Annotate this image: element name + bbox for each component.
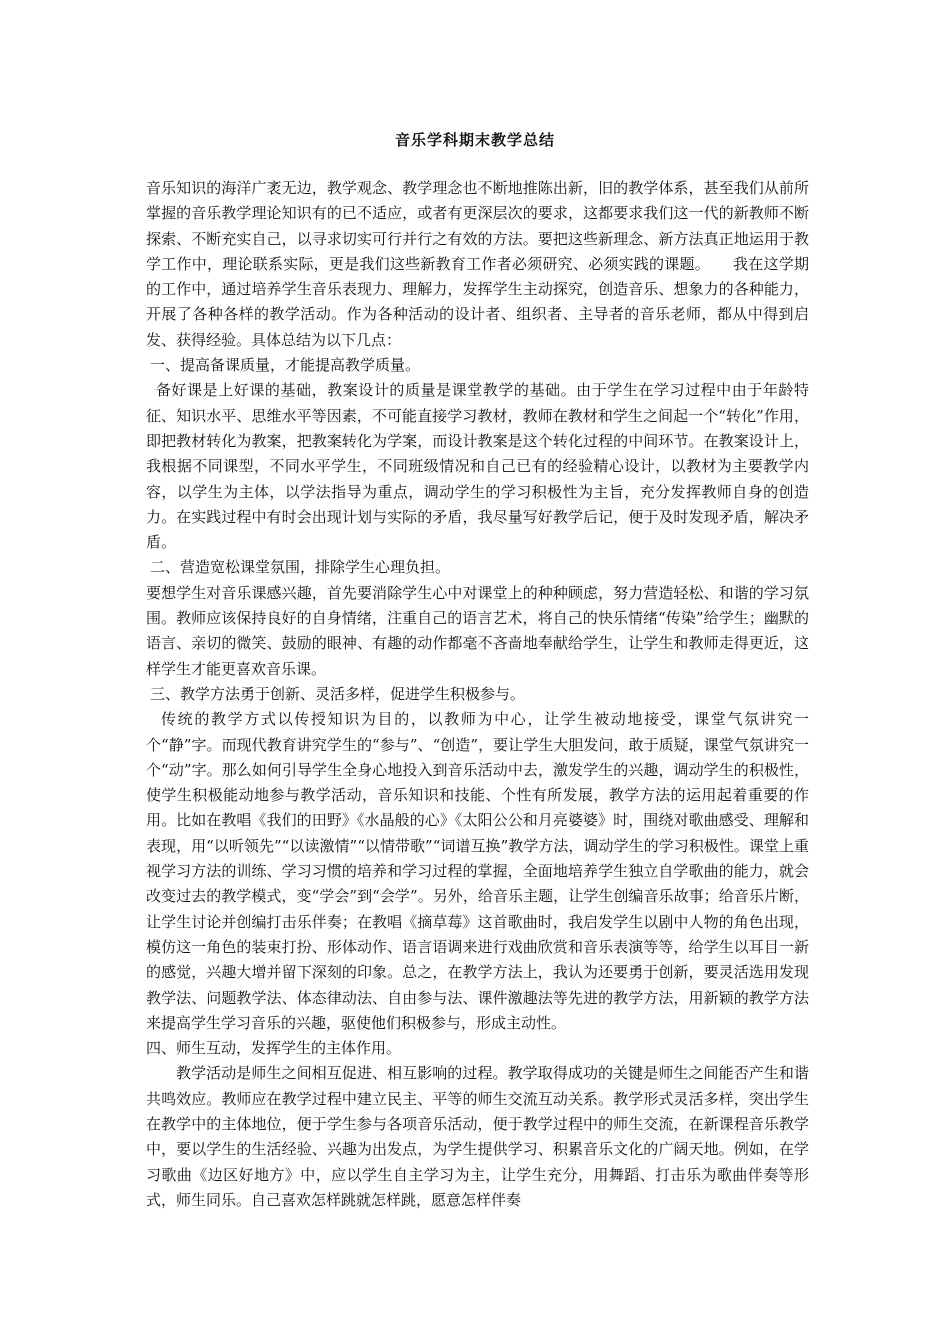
document-title: 音乐学科期末教学总结 — [394, 131, 555, 149]
section-paragraph-1: 备好课是上好课的基础，教案设计的质量是课堂教学的基础。由于学生在学习过程中由于年龄特征、知识水平、思维水平等因素，不可能直接学习教材，教师在教材和学生之间起一个“转化”作用，即把教材转化为教案，把教案转化为学案，而设计教案是这个转化过程的中间环节。在教案设计上，我根据不同课型，不同水平学生，不同班级情况和自己已有的经验精心设计，以教材为主要教学内容，以学生为主体，以学法指导为重点，调动学生的学习积极性为主旨，充分发挥教师自身的创造力。在实践过程中有时会出现计划与实际的矛盾，我尽量写好教学后记，便于及时发现矛盾，解决矛盾。 — [146, 381, 809, 552]
section-paragraph-3: 传统的教学方式以传授知识为目的，以教师为中心，让学生被动地接受，课堂气氛讲究一个“静”字。而现代教育讲究学生的“参与”、“创造”，要让学生大胆发问，敢于质疑，课堂气氛讲究一个“动”字。那么如何引导学生全身心地投入到音乐活动中去，激发学生的兴趣，调动学生的积极性，使学生积极能动地参与教学活动，音乐知识和技能、个性有所发展，教学方法的运用起着重要的作用。比如在教唱《我们的田野》《水晶般的心》《太阳公公和月亮婆婆》时，围绕对歌曲感受、理解和表现，用“以听领先”“以读激情”“以情带歌”“词谱互换”教学方法，调动学生的学习积极性。课堂上重视学习方法的训练、学习习惯的培养和学习过程的掌握，全面地培养学生独立自学歌曲的能力，就会改变过去的教学模式，变“学会”到“会学”。另外，给音乐主题，让学生创编音乐故事；给音乐片断，让学生讨论并创编打击乐伴奏；在教唱《摘草莓》这首歌曲时，我启发学生以剧中人物的角色出现，模仿这一角色的装束打扮、形体动作、语言语调来进行戏曲欣赏和音乐表演等等，给学生以耳目一新的感觉，兴趣大增并留下深刻的印象。总之，在教学方法上，我认为还要勇于创新，要灵活选用发现教学法、问题教学法、体态律动法、自由参与法、课件激趣法等先进的教学方法，用新颖的教学方法来提高学生学习音乐的兴趣，驱使他们积极参与，形成主动性。 — [146, 710, 809, 1032]
section-heading-4: 四、师生互动，发挥学生的主体作用。 — [146, 1039, 402, 1058]
section-heading-2: 二、营造宽松课堂氛围，排除学生心理负担。 — [150, 558, 451, 577]
section-paragraph-4: 教学活动是师生之间相互促进、相互影响的过程。教学取得成功的关键是师生之间能否产生和谐共鸣效应。教师应在教学过程中建立民主、平等的师生交流互动关系。教学形式灵活多样，突出学生在教学中的主体地位，便于学生参与各项音乐活动，便于教学过程中的师生交流，在新课程音乐教学中，要以学生的生活经验、兴趣为出发点，为学生提供学习、积累音乐文化的广阔天地。例如，在学习歌曲《边区好地方》中，应以学生自主学习为主，让学生充分，用舞蹈、打击乐为歌曲伴奏等形式，师生同乐。自己喜欢怎样跳就怎样跳，愿意怎样伴奏 — [146, 1064, 809, 1209]
section-heading-3: 三、教学方法勇于创新、灵活多样，促进学生积极参与。 — [150, 684, 526, 703]
document-body — [146, 176, 809, 1213]
section-paragraph-2: 要想学生对音乐课感兴趣，首先要消除学生心中对课堂上的种种顾虑，努力营造轻松、和谐的学习氛围。教师应该保持良好的自身情绪，注重自己的语言艺术，将自己的快乐情绪“传染”给学生；幽默的语言、亲切的微笑、鼓励的眼神、有趣的动作都毫不吝啬地奉献给学生，让学生和教师走得更近，这样学生才能更喜欢音乐课。 — [146, 583, 809, 678]
intro-paragraph: 音乐知识的海洋广袤无边，教学观念、教学理念也不断地推陈出新，旧的教学体系，甚至我们从前所掌握的音乐教学理论知识有的已不适应，或者有更深层次的要求，这都要求我们这一代的新教师不断探索、不断充实自己，以寻求切实可行并行之有效的方法。要把这些新理念、新方法真正地运用于教学工作中，理论联系实际，更是我们这些新教育工作者必须研究、必须实践的课题。 我在这学期的工作中，通过培养学生音乐表现力、理解力，发挥学生主动探究，创造音乐、想象力的各种能力，开展了各种各样的教学活动。作为各种活动的设计者、组织者、主导者的音乐老师，都从中得到启发、获得经验。具体总结为以下几点： — [146, 179, 809, 349]
section-heading-1: 一、提高备课质量，才能提高教学质量。 — [150, 356, 421, 375]
